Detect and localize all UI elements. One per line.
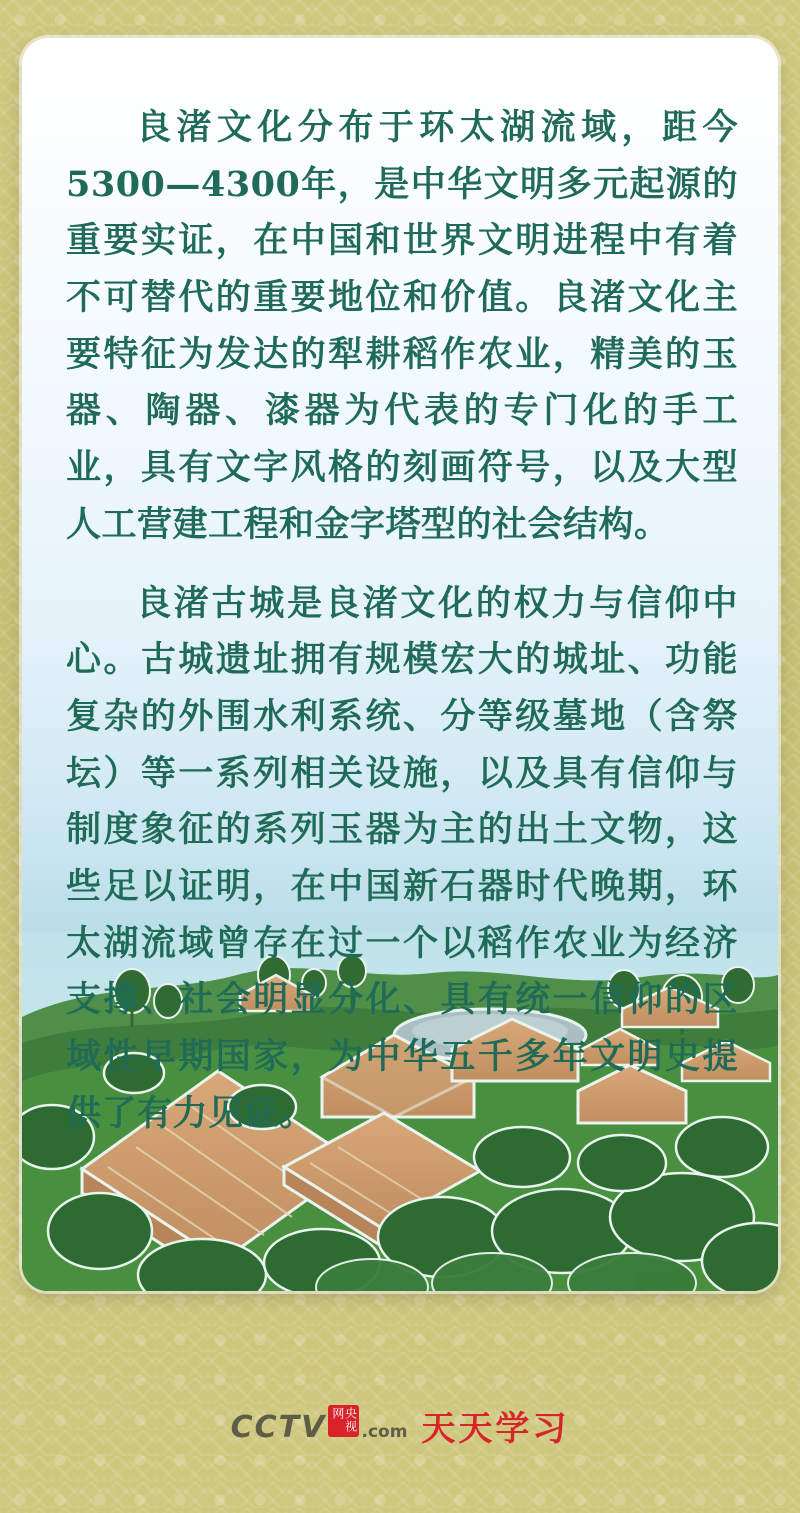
cctv-logo (231, 1405, 408, 1445)
paragraph-2: 良渚古城是良渚文化的权力与信仰中心。古城遗址拥有规模宏大的城址、功能复杂的外围水利系统、分等级墓地（含祭坛）等一系列相关设施，以及具有信仰与制度象征的系列玉器为主的出土文物，这些足以证明，在中国新石器时代晚期，环太湖流域曾存在过一个以稻作农业为经济支撑、社会明显分化、具有统一信仰的区域性早期国家，为中华五千多年文明史提供了有力见证。 (66, 582, 738, 1134)
footer-logo (0, 1390, 800, 1460)
article-text (66, 100, 738, 1164)
paragraph-1: 良渚文化分布于环太湖流域，距今5300—4300年，是中华文明多元起源的重要实证，在中国和世界文明进程中有着不可替代的重要地位和价值。良渚文化主要特征为发达的犁耕稻作农业，精美的玉器、陶器、漆器为代表的专门化的手工业，具有文字风格的刻画符号，以及大型人工营建工程和金字塔型的社会结构。 (66, 107, 738, 545)
corner-ornament-top-left (30, 46, 79, 95)
cctv-domain-label: .com (361, 1422, 408, 1442)
content-card (22, 38, 778, 1291)
cctv-chinese-label: 央视网 (328, 1405, 359, 1437)
brand-title: 天天学习 (421, 1408, 570, 1449)
corner-ornament-top-right (721, 46, 770, 95)
cctv-wordmark: CCTV (230, 1410, 327, 1445)
